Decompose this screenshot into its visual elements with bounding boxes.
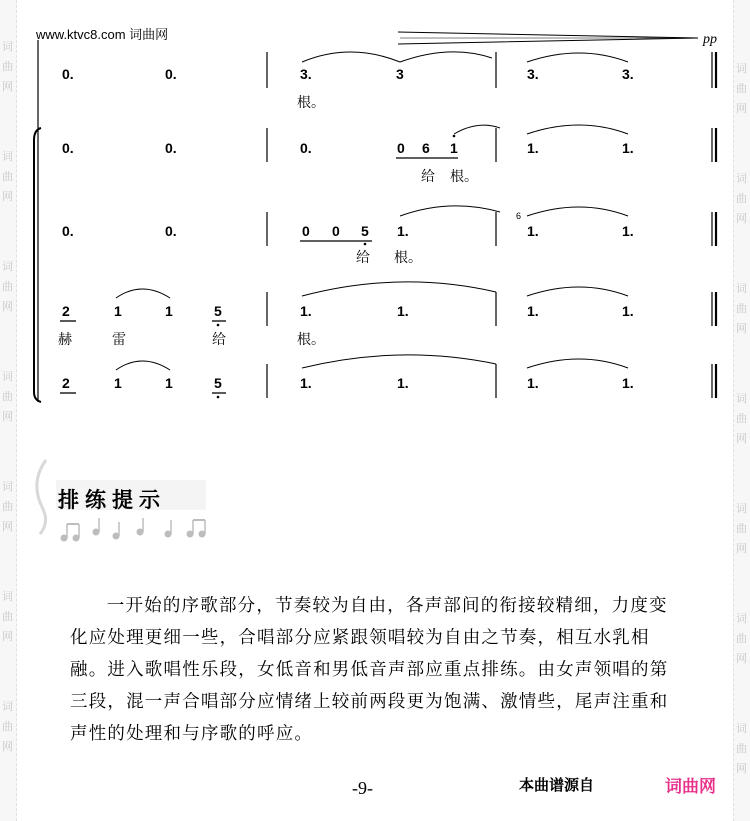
slur [116, 361, 170, 370]
lyric: 给 [356, 250, 370, 266]
note: 1. [622, 223, 634, 239]
note: 2 [62, 303, 70, 319]
watermark-glyph: 词 [2, 700, 13, 713]
note: 1. [622, 303, 634, 319]
score-row-2 [62, 125, 634, 185]
note: 0. [165, 223, 177, 239]
watermark-glyph: 网 [736, 212, 747, 225]
tie [302, 355, 496, 368]
watermark-glyph: 网 [2, 630, 13, 643]
low-octave-dot [217, 324, 220, 327]
watermark-glyph: 曲 [736, 742, 747, 755]
watermark-glyph: 网 [736, 322, 747, 335]
note: 3 [396, 66, 404, 82]
note: 3. [300, 66, 312, 82]
watermark-glyph: 曲 [2, 720, 13, 733]
note: 5 [361, 223, 369, 239]
note: 1 [114, 303, 122, 319]
note: 2 [62, 375, 70, 391]
rehearsal-paragraph: 一开始的序歌部分，节奏较为自由，各声部间的衔接较精细，力度变化应处理更细一些，合唱部分应紧跟领唱较为自由之节奏，相互水乳相融。进入歌唱性乐段，女低音和男低音声部应重点排练。由女声领唱的第三段，混一声合唱部分应情绪上较前两段更为饱满、激情些，尾声注重和声性的处理和与序歌的呼应。 [70, 596, 669, 744]
tie [400, 52, 492, 62]
eighth-notes-icon [61, 518, 205, 541]
note: 0. [62, 66, 74, 82]
note: 1 [114, 375, 122, 391]
watermark-glyph: 曲 [2, 610, 13, 623]
note: 5 [214, 375, 222, 391]
note: 1. [397, 375, 409, 391]
note: 3. [622, 66, 634, 82]
lyric: 雷 [112, 332, 126, 348]
watermark-glyph: 网 [2, 410, 13, 423]
lyric: 给 [212, 332, 226, 348]
watermark-glyph: 词 [736, 612, 747, 625]
watermark-glyph: 词 [2, 480, 13, 493]
watermark-glyph: 网 [2, 80, 13, 93]
watermark-glyph: 曲 [736, 82, 747, 95]
note: 6 [422, 140, 430, 156]
note: 0. [62, 140, 74, 156]
note: 5 [214, 303, 222, 319]
watermark-glyph: 网 [2, 520, 13, 533]
watermark-glyph: 曲 [736, 412, 747, 425]
note: 0 [302, 223, 310, 239]
lyric: 根。 [450, 169, 478, 185]
watermark-glyph: 词 [736, 722, 747, 735]
note: 1. [527, 223, 539, 239]
watermark-glyph: 词 [736, 62, 747, 75]
slur [116, 289, 170, 298]
note: 1. [397, 223, 409, 239]
note: 1. [300, 303, 312, 319]
watermark-glyph: 词 [736, 392, 747, 405]
high-octave-dot [453, 135, 456, 138]
note: 1. [527, 303, 539, 319]
note: 1. [527, 140, 539, 156]
tie [527, 53, 628, 62]
lyric: 根。 [297, 95, 325, 111]
rehearsal-notes [70, 590, 670, 750]
lyric: 赫 [58, 332, 72, 348]
score-row-5 [60, 355, 634, 398]
watermark-glyph: 曲 [2, 280, 13, 293]
note: 0 [332, 223, 340, 239]
watermark-glyph: 网 [736, 102, 747, 115]
watermark-glyph: 词 [2, 260, 13, 273]
tie [527, 207, 628, 216]
note: 1 [165, 303, 173, 319]
note: 0 [397, 140, 405, 156]
watermark-glyph: 曲 [736, 632, 747, 645]
note: 1. [300, 375, 312, 391]
note: 0. [165, 140, 177, 156]
note: 3. [527, 66, 539, 82]
note: 0. [300, 140, 312, 156]
note: 1 [165, 375, 173, 391]
lyric: 给 [421, 169, 435, 185]
score-row-4 [58, 282, 634, 348]
page-number: -9- [352, 778, 373, 798]
note: 1 [450, 140, 458, 156]
note: 1. [622, 375, 634, 391]
watermark-glyph: 词 [736, 502, 747, 515]
treble-clef-icon [37, 460, 46, 534]
note: 1. [397, 303, 409, 319]
tie [302, 282, 496, 296]
watermark-glyph: 曲 [2, 500, 13, 513]
watermark-glyph: 网 [2, 190, 13, 203]
section-title: 排练提示 [58, 488, 166, 512]
low-octave-dot [364, 243, 367, 246]
watermark-glyph: 词 [736, 172, 747, 185]
source-label: 本曲谱源自 [519, 776, 595, 794]
score-row-3 [62, 206, 634, 266]
tie [527, 287, 628, 296]
tie [527, 359, 628, 368]
low-octave-dot [217, 396, 220, 399]
dynamic-marking: pp [703, 32, 717, 47]
tie [454, 125, 500, 134]
watermark-glyph: 词 [2, 370, 13, 383]
tie [527, 125, 628, 134]
brand-logo[interactable]: 词曲网 [665, 777, 716, 797]
watermark-glyph: 曲 [736, 192, 747, 205]
watermark-glyph: 曲 [736, 522, 747, 535]
watermark-glyph: 网 [736, 652, 747, 665]
watermark-glyph: 网 [2, 740, 13, 753]
tie [400, 206, 500, 216]
tie [302, 52, 400, 62]
watermark-glyph: 曲 [736, 302, 747, 315]
watermark-glyph: 曲 [2, 170, 13, 183]
note: 1. [622, 140, 634, 156]
watermark-glyph: 网 [736, 762, 747, 775]
watermark-glyph: 词 [736, 282, 747, 295]
watermark-glyph: 词 [2, 150, 13, 163]
score-row-1 [62, 52, 634, 111]
note: 0. [62, 223, 74, 239]
site-url: www.ktvc8.com 词曲网 [36, 27, 169, 42]
watermark-glyph: 曲 [2, 60, 13, 73]
watermark-glyph: 词 [2, 590, 13, 603]
watermark-glyph: 曲 [2, 390, 13, 403]
lyric: 根。 [297, 332, 325, 348]
watermark-glyph: 词 [2, 40, 13, 53]
note: 1. [527, 375, 539, 391]
watermark-glyph: 网 [736, 432, 747, 445]
grace-note: 6 [516, 211, 522, 221]
lyric: 根。 [394, 250, 422, 266]
watermark-glyph: 网 [2, 300, 13, 313]
watermark-glyph: 网 [736, 542, 747, 555]
note: 0. [165, 66, 177, 82]
